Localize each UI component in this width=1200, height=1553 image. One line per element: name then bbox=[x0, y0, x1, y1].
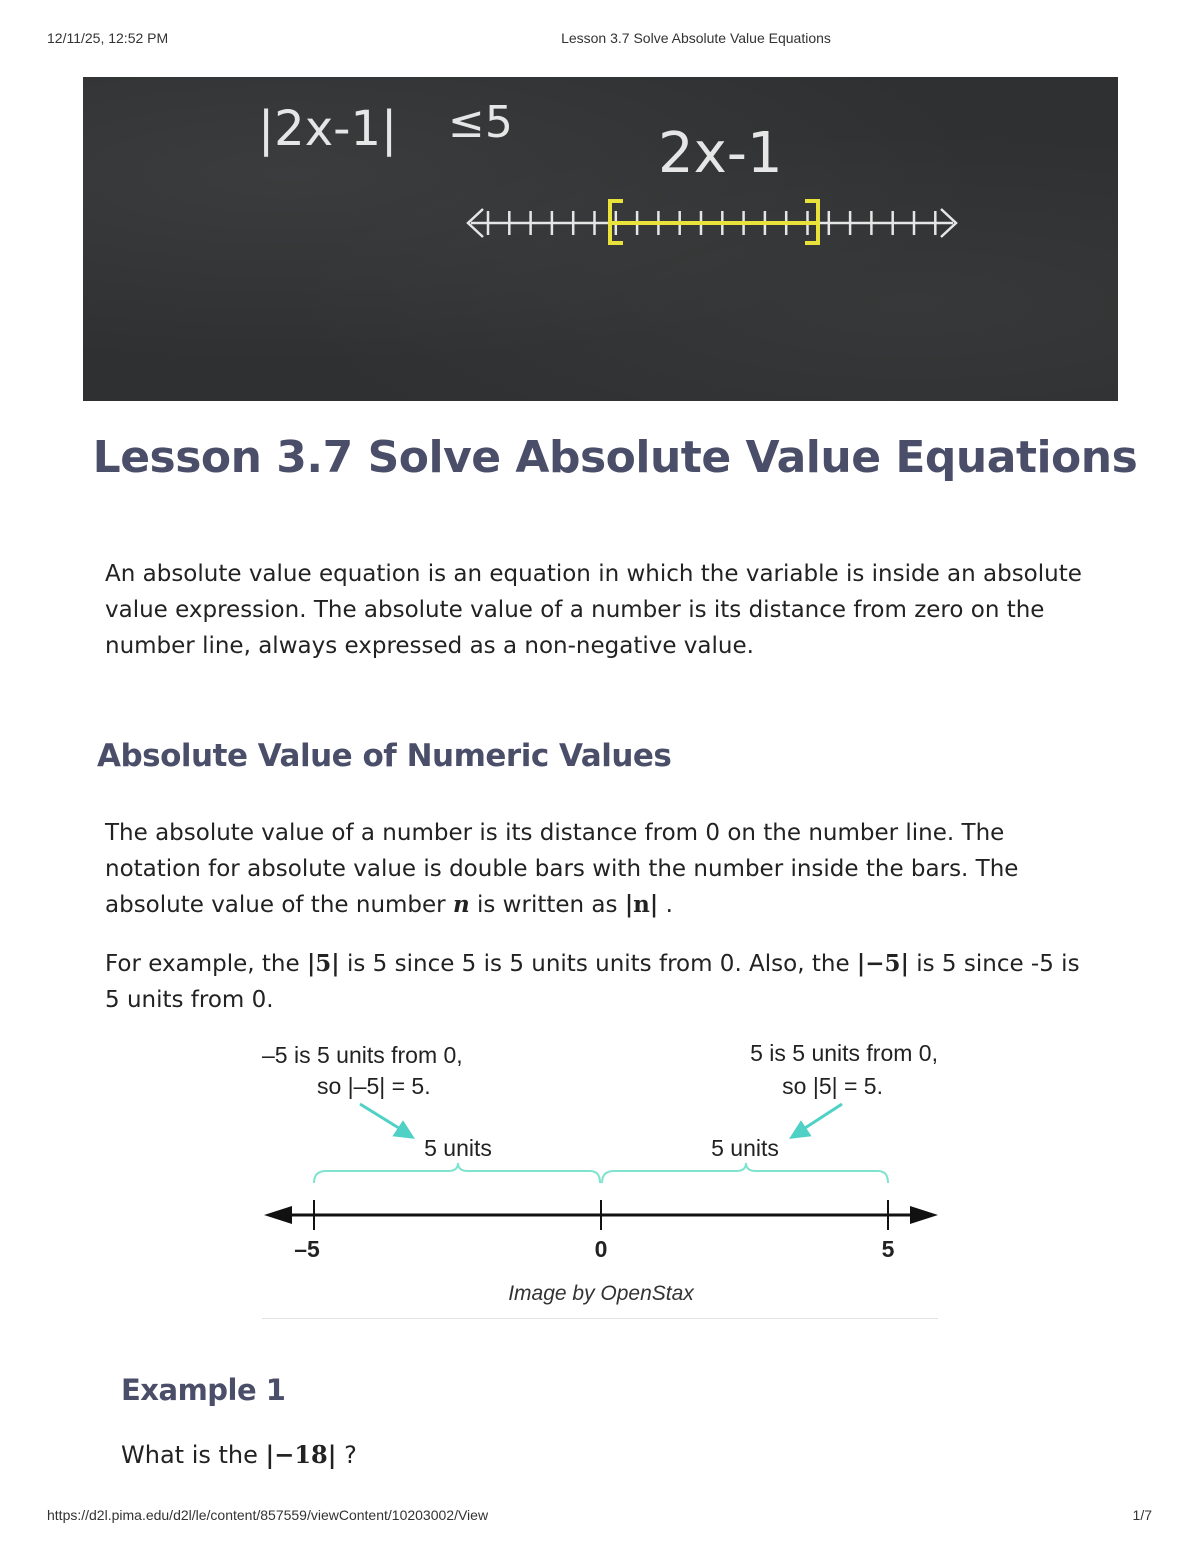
ex-text-3: is 5 since -5 is 5 units from 0. bbox=[105, 951, 1080, 1013]
print-timestamp: 12/11/25, 12:52 PM bbox=[47, 30, 169, 46]
def-text-1: The absolute value of a number is its distance from 0 on the number line. The notation for absolute value is double bars with the number inside the bars. The absolute value of the number bbox=[105, 820, 1019, 918]
banner-expression: 2x-1 bbox=[658, 121, 783, 186]
fig-pointer-arrows bbox=[360, 1104, 842, 1137]
example-1-heading: Example 1 bbox=[121, 1373, 286, 1407]
fig-left-note-1: –5 is 5 units from 0, bbox=[262, 1042, 463, 1068]
ex-abs-positive: |5| bbox=[306, 950, 340, 977]
fig-tick-pos5: 5 bbox=[881, 1236, 895, 1262]
fig-left-units: 5 units bbox=[424, 1135, 492, 1161]
banner-inequality-right: ≤5 bbox=[448, 97, 513, 148]
fig-left-note-2: so |–5| = 5. bbox=[317, 1073, 431, 1099]
example-1-question bbox=[121, 1440, 357, 1469]
print-doc-title: Lesson 3.7 Solve Absolute Value Equations bbox=[561, 30, 831, 46]
def-text-2: is written as bbox=[469, 892, 625, 918]
fig-braces bbox=[314, 1163, 888, 1183]
fig-tick-neg5: –5 bbox=[294, 1236, 320, 1262]
def-notation: |n| bbox=[624, 891, 659, 918]
print-page-number: 1/7 bbox=[1132, 1507, 1152, 1523]
fig-caption: Image by OpenStax bbox=[508, 1282, 694, 1305]
number-line-figure bbox=[262, 1033, 938, 1320]
print-url: https://d2l.pima.edu/d2l/le/content/857559/viewContent/10203002/View bbox=[47, 1507, 489, 1523]
banner-highlight-interval bbox=[610, 201, 818, 243]
fig-number-line bbox=[264, 1200, 938, 1230]
question-math: |−18| bbox=[265, 1440, 337, 1469]
fig-tick-zero: 0 bbox=[594, 1236, 608, 1262]
fig-right-units: 5 units bbox=[711, 1135, 779, 1161]
definition-paragraph bbox=[105, 815, 1095, 923]
ex-abs-negative: |−5| bbox=[856, 950, 909, 977]
figure-divider bbox=[262, 1318, 938, 1319]
example-paragraph bbox=[105, 946, 1095, 1018]
print-footer bbox=[0, 1507, 1200, 1527]
chalkboard-banner-image bbox=[83, 77, 1118, 401]
print-header bbox=[0, 30, 1200, 50]
section-heading: Absolute Value of Numeric Values bbox=[97, 738, 672, 774]
question-text: What is the bbox=[121, 1441, 266, 1469]
def-text-3: . bbox=[658, 892, 673, 918]
fig-right-note-1: 5 is 5 units from 0, bbox=[750, 1040, 938, 1066]
question-end: ? bbox=[336, 1441, 357, 1469]
ex-text-1: For example, the bbox=[105, 951, 307, 977]
fig-right-note-2: so |5| = 5. bbox=[782, 1073, 883, 1099]
page-title: Lesson 3.7 Solve Absolute Value Equations bbox=[92, 432, 1138, 483]
banner-inequality-left: |2x-1| bbox=[258, 101, 398, 157]
intro-paragraph: An absolute value equation is an equation in which the variable is inside an absolute value expression. The absolute value of a number is its distance from zero on the number line, always expressed as a non-negative value. bbox=[105, 561, 1082, 659]
ex-text-2: is 5 since 5 is 5 units units from 0. Also, the bbox=[339, 951, 857, 977]
def-variable: n bbox=[452, 891, 470, 918]
